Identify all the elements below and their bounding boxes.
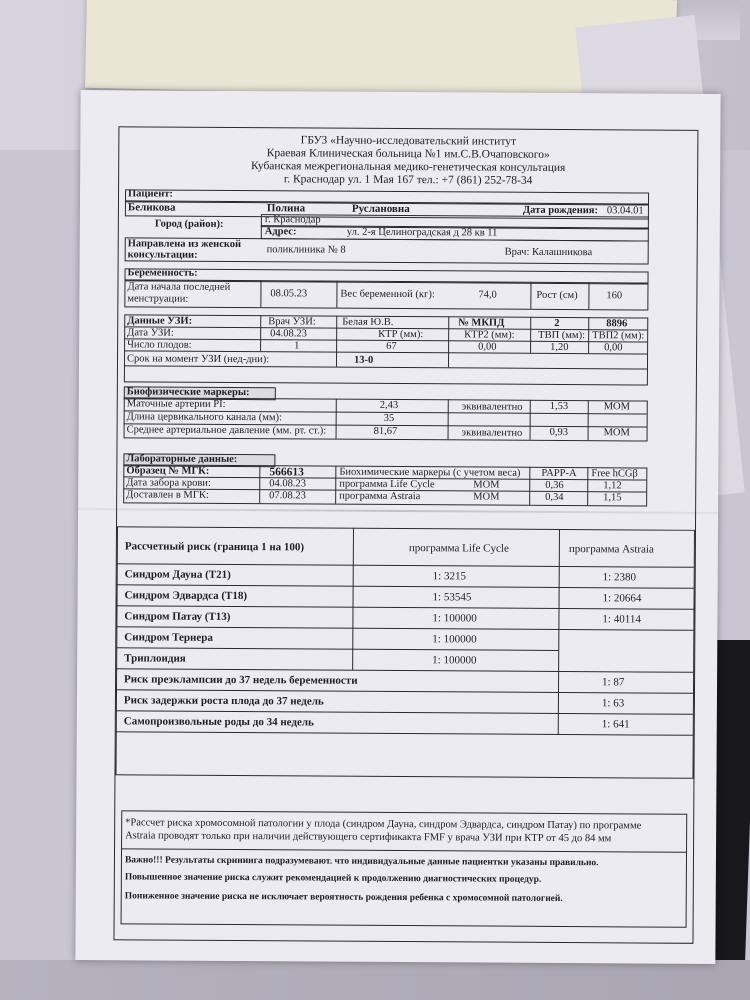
biophys-value-cervix: 35 xyxy=(383,412,395,424)
risk-t13-life-cycle: 1: 100000 xyxy=(432,612,477,625)
city: г. Краснодар xyxy=(264,214,321,226)
delivered-date-label: Доставлен в МГК: xyxy=(126,489,209,501)
ktr-value: 67 xyxy=(386,340,397,352)
risk-t21-label: Синдром Дауна (T21) xyxy=(124,568,231,581)
risk-col-astraia: программа Astraia xyxy=(568,543,654,556)
delivered-date: 07.08.23 xyxy=(269,490,306,502)
biophys-label-pressure: Среднее артериальное давление (мм. рт. ст.): xyxy=(126,424,327,437)
ktr2-label: КТР2 (мм): xyxy=(464,329,515,341)
birth-date-label: Дата рождения: xyxy=(522,204,599,217)
term-value: 13-0 xyxy=(353,354,374,366)
biophys-mom-pi: 1,53 xyxy=(549,400,569,413)
risk-growth-value: 1: 63 xyxy=(601,697,625,710)
tvp2-value: 0,00 xyxy=(604,342,623,354)
birth-date: 03.04.01 xyxy=(606,205,644,217)
risk-preeclampsia-value: 1: 87 xyxy=(602,676,625,689)
height-value: 160 xyxy=(606,290,623,302)
risk-growth-label: Риск задержки роста плода до 37 недель xyxy=(123,694,324,708)
ktr-label: КТР (мм): xyxy=(378,328,424,341)
note-decreased-risk: Пониженное значение риска не исключает вероятность рождения ребенка с хромосомной патологией. xyxy=(124,891,563,905)
lab-program-2: программа Astraia xyxy=(339,490,421,503)
papp-label: PAPP-A xyxy=(541,467,577,480)
ultrasound-date-label: Дата УЗИ: xyxy=(127,327,174,339)
lab-mom-2: MOM xyxy=(473,491,500,503)
note-increased-risk: Повышенное значение риска служит рекомендацией к продолжению диагностических процедур. xyxy=(124,872,542,885)
lab-program-1: программа Life Cycle xyxy=(339,478,435,491)
ultrasound-doctor: Белая Ю.В. xyxy=(342,316,394,328)
tvp2-label: ТВП2 (мм): xyxy=(592,330,645,342)
risk-turner-life-cycle: 1: 100000 xyxy=(432,633,477,646)
header-line-1: ГБУЗ «Научно-исследовательский институт xyxy=(300,134,517,148)
divider xyxy=(588,282,589,309)
city-label: Город (район): xyxy=(154,218,224,230)
risk-turner-label: Синдром Тернера xyxy=(124,631,213,644)
biophys-label-cervix: Длина цервикального канала (мм): xyxy=(126,411,282,424)
risk-preeclampsia-label: Риск преэклампсии до 37 недель беременности xyxy=(124,673,358,687)
risk-t18-label: Синдром Эдвардса (T18) xyxy=(124,589,248,603)
patient-section-label: Пациент: xyxy=(127,188,173,200)
risk-t18-life-cycle: 1: 53545 xyxy=(432,591,472,604)
hcg-value-2: 1,15 xyxy=(603,492,622,504)
blood-date-label: Дата забора крови: xyxy=(126,477,211,489)
lmp-label-2: менструации: xyxy=(127,293,189,305)
risk-header-label: Рассчетный риск (граница 1 на 100) xyxy=(124,540,305,554)
divider xyxy=(529,467,530,505)
sample-label: Образец № МГК: xyxy=(126,465,210,477)
biophys-value-pi: 2,43 xyxy=(379,399,399,411)
biochem-label: Биохимические маркеры (с учетом веса) xyxy=(339,466,521,479)
biophys-eq-pi: эквивалентно xyxy=(461,401,523,413)
biophys-unit-pressure: MOM xyxy=(603,427,630,439)
biophys-eq-pressure: эквивалентно xyxy=(461,427,523,439)
hcg-value-1: 1,12 xyxy=(603,480,622,492)
papp-value-1: 0,36 xyxy=(545,479,564,492)
risk-t13-label: Синдром Патау (T13) xyxy=(124,610,231,623)
header-line-2: Краевая Клиническая больница №1 им.С.В.Очаповского» xyxy=(266,147,550,161)
risk-t21-astraia: 1: 2380 xyxy=(602,571,637,584)
referral-clinic: поликлиника № 8 xyxy=(266,244,346,256)
blood-date: 04.08.23 xyxy=(269,478,307,490)
biophys-unit-pi: MOM xyxy=(603,401,631,413)
divider xyxy=(448,316,449,352)
tvp-label: ТВП (мм): xyxy=(538,329,586,342)
ultrasound-date: 04.08.23 xyxy=(270,328,307,340)
header-line-3: Кубанская межрегиональная медико-генетическая консультация xyxy=(251,160,566,175)
divider xyxy=(260,280,261,307)
address-label: Адрес: xyxy=(264,226,297,238)
referral-label-1: Направлена из женской xyxy=(127,238,242,251)
biophys-value-pressure: 81,67 xyxy=(373,425,398,437)
mkpd-number: 2 xyxy=(554,317,560,329)
risk-preterm-value: 1: 641 xyxy=(601,718,630,731)
header-line-4: г. Краснодар ул. 1 Мая 167 тел.: +7 (861) 252-78-34 xyxy=(283,173,533,187)
footnote-line-1: *Рассчет риска хромосомной патологии у плода (синдром Дауна, синдром Эдвардса, синдром Патау) по программе xyxy=(125,817,642,832)
tvp-value: 1,20 xyxy=(550,341,569,354)
note-important: Важно!!! Результаты скрининга подразумевают. что индивидуальные данные пациентки указаны правильно. xyxy=(124,855,599,869)
ktr2-value: 0,00 xyxy=(478,341,497,353)
divider xyxy=(530,282,531,309)
lab-section-label: Лабораторные данные: xyxy=(126,453,238,466)
biophys-section-label: Биофизические маркеры: xyxy=(126,386,250,399)
patient-last-name: Беликова xyxy=(127,201,176,214)
biophys-label-pi: Маточные артерии PI: xyxy=(126,398,226,410)
biophys-mom-pressure: 0,93 xyxy=(549,426,568,439)
risk-t21-life-cycle: 1: 3215 xyxy=(432,570,467,583)
divider xyxy=(448,352,449,367)
address: ул. 2-я Целиноградская д 28 кв 11 xyxy=(346,226,498,239)
sample-number: 566613 xyxy=(269,466,304,479)
risk-preterm-label: Самопроизвольные роды до 34 недель xyxy=(123,715,314,729)
background-table xyxy=(0,960,750,1000)
screening-report-sheet xyxy=(75,90,720,964)
divider xyxy=(336,316,337,352)
mkpd-label: № МКПД xyxy=(458,317,505,329)
ultrasound-doctor-label: Врач УЗИ: xyxy=(268,316,316,328)
divider xyxy=(336,352,337,367)
fetus-count-label: Число плодов: xyxy=(127,339,192,351)
lab-mom-1: MOM xyxy=(473,479,500,491)
risk-triploidy-label: Триплоидия xyxy=(124,652,186,665)
risk-triploidy-life-cycle: 1: 100000 xyxy=(432,654,477,667)
report-frame xyxy=(113,126,698,944)
pregnancy-section-label: Беременность: xyxy=(127,267,198,279)
weight-value: 74,0 xyxy=(478,289,497,301)
ultrasound-section-label: Данные УЗИ: xyxy=(127,315,193,327)
lmp-label-1: Дата начала последней xyxy=(127,281,231,293)
term-label: Срок на момент УЗИ (нед-дни): xyxy=(126,353,270,366)
divider xyxy=(530,317,531,353)
referral-label-2: консультации: xyxy=(127,249,198,261)
risk-t18-astraia: 1: 20664 xyxy=(602,592,642,605)
referral-doctor: Врач: Калашникова xyxy=(504,246,593,259)
divider xyxy=(336,281,337,308)
fetus-count: 1 xyxy=(294,340,300,352)
divider xyxy=(588,317,589,353)
weight-label: Вес беременной (кг): xyxy=(340,288,435,301)
mkpd-code: 8896 xyxy=(606,318,628,330)
hcg-label: Free hCGβ xyxy=(591,468,638,480)
patient-first-name: Полина xyxy=(266,202,306,215)
height-label: Рост (см) xyxy=(536,289,578,302)
patient-patronymic: Руслановна xyxy=(351,202,410,216)
footnote-line-2: Astraia проводят только при наличии действующего сертификакта FMF у врача УЗИ при КТР от 45 до 84 мм xyxy=(125,830,612,845)
divider xyxy=(260,315,261,351)
papp-value-2: 0,34 xyxy=(545,491,564,504)
risk-col-life-cycle: программа Life Cycle xyxy=(408,542,509,555)
lmp-date: 08.05.23 xyxy=(270,288,308,300)
risk-t13-astraia: 1: 40114 xyxy=(602,613,641,626)
